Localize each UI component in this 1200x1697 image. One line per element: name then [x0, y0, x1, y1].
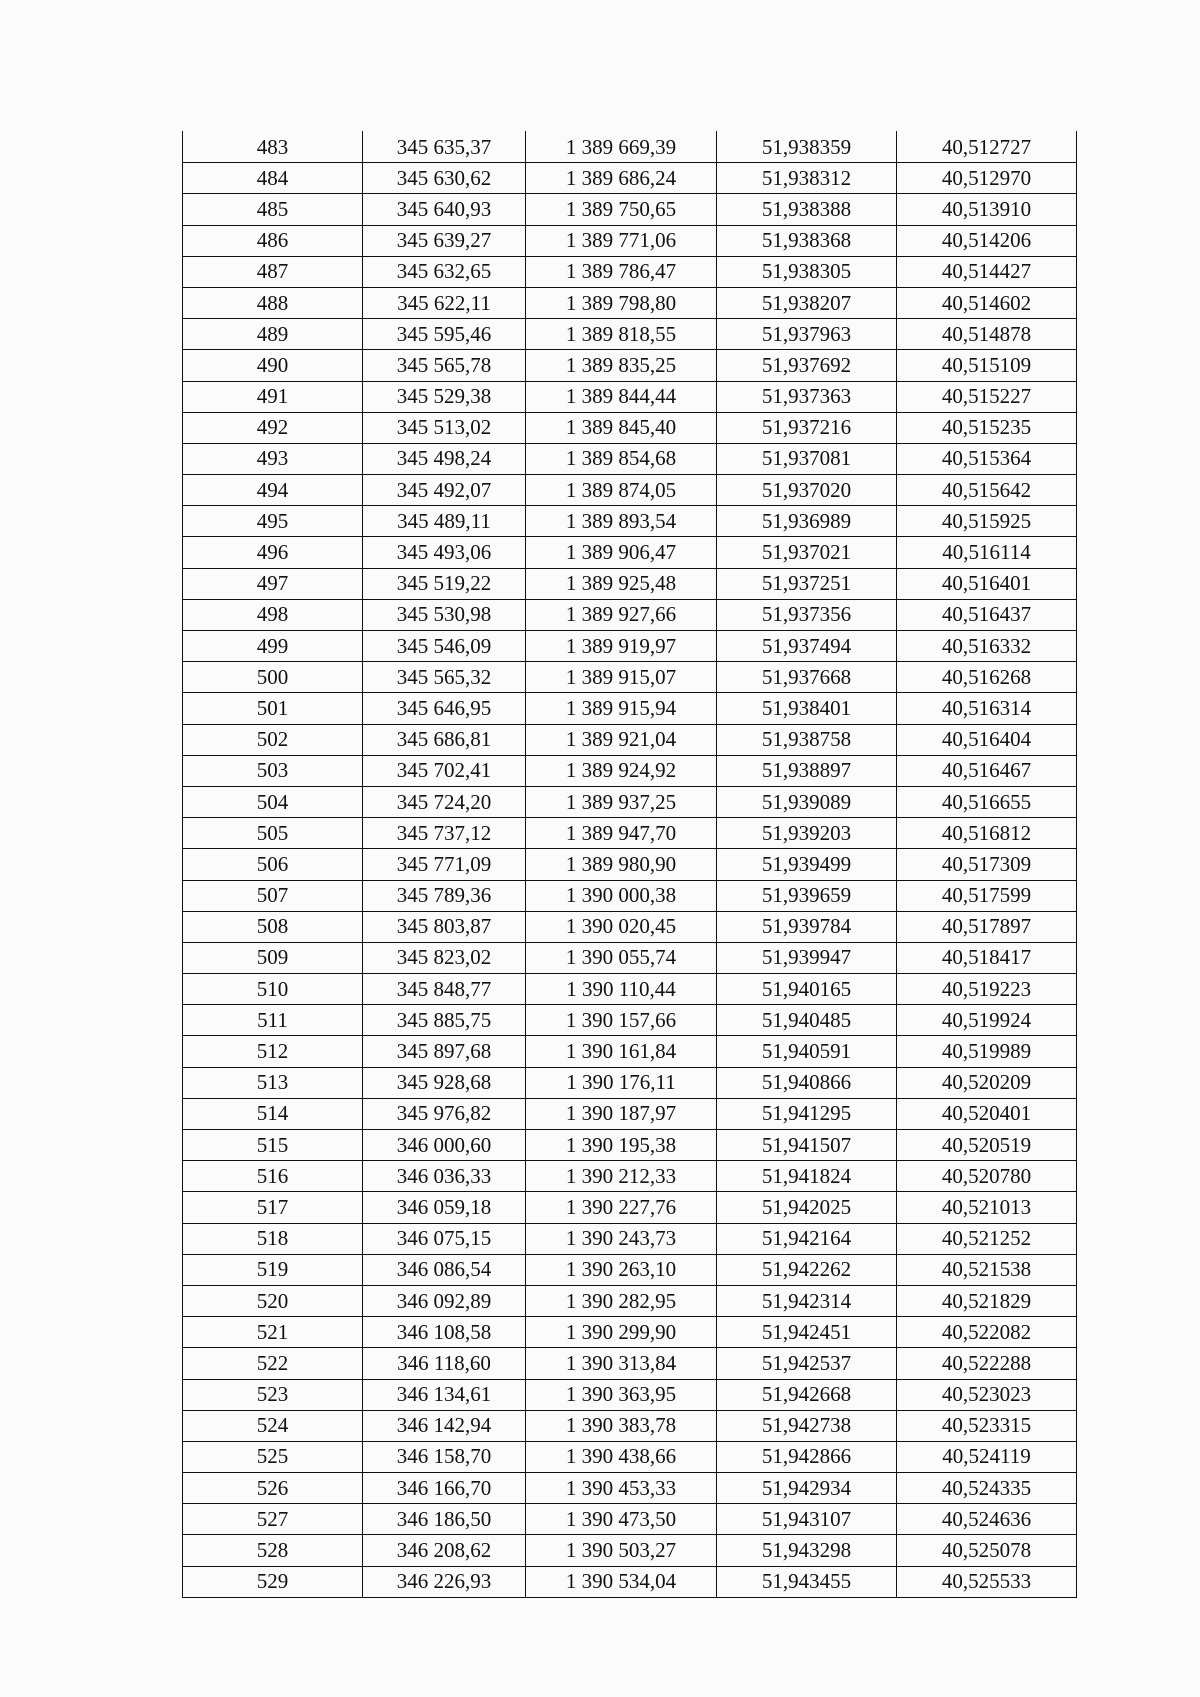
longitude-cell: 40,521829	[897, 1285, 1077, 1316]
latitude-cell: 51,939499	[717, 849, 897, 880]
y-coordinate-cell: 1 390 534,04	[526, 1566, 717, 1597]
x-coordinate-cell: 345 823,02	[363, 942, 526, 973]
longitude-cell: 40,519924	[897, 1005, 1077, 1036]
latitude-cell: 51,942025	[717, 1192, 897, 1223]
latitude-cell: 51,943107	[717, 1504, 897, 1535]
x-coordinate-cell: 345 724,20	[363, 786, 526, 817]
longitude-cell: 40,516332	[897, 631, 1077, 662]
longitude-cell: 40,515925	[897, 506, 1077, 537]
point-number-cell: 500	[183, 662, 363, 693]
y-coordinate-cell: 1 389 906,47	[526, 537, 717, 568]
latitude-cell: 51,939784	[717, 911, 897, 942]
y-coordinate-cell: 1 389 844,44	[526, 381, 717, 412]
latitude-cell: 51,936989	[717, 506, 897, 537]
longitude-cell: 40,520209	[897, 1067, 1077, 1098]
longitude-cell: 40,517897	[897, 911, 1077, 942]
point-number-cell: 514	[183, 1098, 363, 1129]
latitude-cell: 51,937363	[717, 381, 897, 412]
table-row	[183, 1535, 1077, 1566]
longitude-cell: 40,516268	[897, 662, 1077, 693]
table-row	[183, 1317, 1077, 1348]
y-coordinate-cell: 1 389 915,94	[526, 693, 717, 724]
longitude-cell: 40,517309	[897, 849, 1077, 880]
y-coordinate-cell: 1 389 980,90	[526, 849, 717, 880]
point-number-cell: 509	[183, 942, 363, 973]
point-number-cell: 512	[183, 1036, 363, 1067]
x-coordinate-cell: 346 166,70	[363, 1473, 526, 1504]
point-number-cell: 503	[183, 755, 363, 786]
table-row	[183, 1161, 1077, 1192]
table-row	[183, 1098, 1077, 1129]
table-row	[183, 568, 1077, 599]
x-coordinate-cell: 345 702,41	[363, 755, 526, 786]
point-number-cell: 511	[183, 1005, 363, 1036]
latitude-cell: 51,940591	[717, 1036, 897, 1067]
table-row	[183, 974, 1077, 1005]
x-coordinate-cell: 346 134,61	[363, 1379, 526, 1410]
table-row	[183, 194, 1077, 225]
latitude-cell: 51,942866	[717, 1441, 897, 1472]
x-coordinate-cell: 345 489,11	[363, 506, 526, 537]
x-coordinate-cell: 346 086,54	[363, 1254, 526, 1285]
latitude-cell: 51,938758	[717, 724, 897, 755]
longitude-cell: 40,515227	[897, 381, 1077, 412]
latitude-cell: 51,942262	[717, 1254, 897, 1285]
point-number-cell: 493	[183, 443, 363, 474]
x-coordinate-cell: 346 158,70	[363, 1441, 526, 1472]
y-coordinate-cell: 1 390 161,84	[526, 1036, 717, 1067]
x-coordinate-cell: 345 565,78	[363, 350, 526, 381]
x-coordinate-cell: 345 498,24	[363, 443, 526, 474]
point-number-cell: 494	[183, 475, 363, 506]
x-coordinate-cell: 345 686,81	[363, 724, 526, 755]
longitude-cell: 40,513910	[897, 194, 1077, 225]
point-number-cell: 502	[183, 724, 363, 755]
latitude-cell: 51,938401	[717, 693, 897, 724]
latitude-cell: 51,937021	[717, 537, 897, 568]
latitude-cell: 51,940165	[717, 974, 897, 1005]
coordinate-table	[182, 131, 1077, 1598]
x-coordinate-cell: 345 789,36	[363, 880, 526, 911]
y-coordinate-cell: 1 390 299,90	[526, 1317, 717, 1348]
y-coordinate-cell: 1 390 363,95	[526, 1379, 717, 1410]
latitude-cell: 51,939203	[717, 818, 897, 849]
table-row	[183, 225, 1077, 256]
longitude-cell: 40,522288	[897, 1348, 1077, 1379]
point-number-cell: 488	[183, 287, 363, 318]
x-coordinate-cell: 346 142,94	[363, 1410, 526, 1441]
y-coordinate-cell: 1 389 924,92	[526, 755, 717, 786]
y-coordinate-cell: 1 390 020,45	[526, 911, 717, 942]
y-coordinate-cell: 1 389 915,07	[526, 662, 717, 693]
point-number-cell: 491	[183, 381, 363, 412]
latitude-cell: 51,938388	[717, 194, 897, 225]
table-row	[183, 381, 1077, 412]
longitude-cell: 40,521538	[897, 1254, 1077, 1285]
longitude-cell: 40,525533	[897, 1566, 1077, 1597]
x-coordinate-cell: 346 092,89	[363, 1285, 526, 1316]
y-coordinate-cell: 1 389 686,24	[526, 163, 717, 194]
x-coordinate-cell: 345 492,07	[363, 475, 526, 506]
y-coordinate-cell: 1 389 854,68	[526, 443, 717, 474]
point-number-cell: 513	[183, 1067, 363, 1098]
longitude-cell: 40,520519	[897, 1130, 1077, 1161]
point-number-cell: 519	[183, 1254, 363, 1285]
point-number-cell: 507	[183, 880, 363, 911]
y-coordinate-cell: 1 389 921,04	[526, 724, 717, 755]
latitude-cell: 51,938359	[717, 132, 897, 163]
x-coordinate-cell: 345 595,46	[363, 319, 526, 350]
table-row	[183, 1348, 1077, 1379]
x-coordinate-cell: 345 737,12	[363, 818, 526, 849]
point-number-cell: 517	[183, 1192, 363, 1223]
table-row	[183, 599, 1077, 630]
point-number-cell: 515	[183, 1130, 363, 1161]
y-coordinate-cell: 1 389 845,40	[526, 412, 717, 443]
x-coordinate-cell: 345 630,62	[363, 163, 526, 194]
y-coordinate-cell: 1 389 750,65	[526, 194, 717, 225]
latitude-cell: 51,939659	[717, 880, 897, 911]
latitude-cell: 51,941295	[717, 1098, 897, 1129]
y-coordinate-cell: 1 389 937,25	[526, 786, 717, 817]
x-coordinate-cell: 346 059,18	[363, 1192, 526, 1223]
point-number-cell: 505	[183, 818, 363, 849]
longitude-cell: 40,516655	[897, 786, 1077, 817]
latitude-cell: 51,937356	[717, 599, 897, 630]
latitude-cell: 51,942668	[717, 1379, 897, 1410]
longitude-cell: 40,516114	[897, 537, 1077, 568]
point-number-cell: 501	[183, 693, 363, 724]
y-coordinate-cell: 1 390 187,97	[526, 1098, 717, 1129]
table-row	[183, 412, 1077, 443]
x-coordinate-cell: 345 976,82	[363, 1098, 526, 1129]
x-coordinate-cell: 346 036,33	[363, 1161, 526, 1192]
point-number-cell: 523	[183, 1379, 363, 1410]
point-number-cell: 496	[183, 537, 363, 568]
table-row	[183, 755, 1077, 786]
y-coordinate-cell: 1 390 313,84	[526, 1348, 717, 1379]
longitude-cell: 40,516812	[897, 818, 1077, 849]
table-row	[183, 786, 1077, 817]
latitude-cell: 51,937251	[717, 568, 897, 599]
longitude-cell: 40,521013	[897, 1192, 1077, 1223]
x-coordinate-cell: 345 565,32	[363, 662, 526, 693]
y-coordinate-cell: 1 390 227,76	[526, 1192, 717, 1223]
table-row	[183, 942, 1077, 973]
x-coordinate-cell: 345 622,11	[363, 287, 526, 318]
y-coordinate-cell: 1 390 000,38	[526, 880, 717, 911]
longitude-cell: 40,523023	[897, 1379, 1077, 1410]
latitude-cell: 51,939947	[717, 942, 897, 973]
latitude-cell: 51,938305	[717, 256, 897, 287]
longitude-cell: 40,524636	[897, 1504, 1077, 1535]
x-coordinate-cell: 345 885,75	[363, 1005, 526, 1036]
longitude-cell: 40,524119	[897, 1441, 1077, 1472]
longitude-cell: 40,515642	[897, 475, 1077, 506]
table-row	[183, 1130, 1077, 1161]
table-row	[183, 1192, 1077, 1223]
point-number-cell: 524	[183, 1410, 363, 1441]
table-row	[183, 1285, 1077, 1316]
longitude-cell: 40,521252	[897, 1223, 1077, 1254]
longitude-cell: 40,512727	[897, 132, 1077, 163]
latitude-cell: 51,937216	[717, 412, 897, 443]
y-coordinate-cell: 1 389 835,25	[526, 350, 717, 381]
point-number-cell: 498	[183, 599, 363, 630]
y-coordinate-cell: 1 390 243,73	[526, 1223, 717, 1254]
table-row	[183, 631, 1077, 662]
longitude-cell: 40,516401	[897, 568, 1077, 599]
point-number-cell: 529	[183, 1566, 363, 1597]
latitude-cell: 51,937020	[717, 475, 897, 506]
y-coordinate-cell: 1 389 771,06	[526, 225, 717, 256]
point-number-cell: 489	[183, 319, 363, 350]
point-number-cell: 522	[183, 1348, 363, 1379]
point-number-cell: 486	[183, 225, 363, 256]
longitude-cell: 40,515109	[897, 350, 1077, 381]
y-coordinate-cell: 1 389 925,48	[526, 568, 717, 599]
longitude-cell: 40,518417	[897, 942, 1077, 973]
latitude-cell: 51,941507	[717, 1130, 897, 1161]
point-number-cell: 504	[183, 786, 363, 817]
longitude-cell: 40,520401	[897, 1098, 1077, 1129]
y-coordinate-cell: 1 390 195,38	[526, 1130, 717, 1161]
x-coordinate-cell: 345 928,68	[363, 1067, 526, 1098]
point-number-cell: 499	[183, 631, 363, 662]
longitude-cell: 40,516314	[897, 693, 1077, 724]
x-coordinate-cell: 346 186,50	[363, 1504, 526, 1535]
y-coordinate-cell: 1 390 212,33	[526, 1161, 717, 1192]
y-coordinate-cell: 1 390 282,95	[526, 1285, 717, 1316]
y-coordinate-cell: 1 390 473,50	[526, 1504, 717, 1535]
longitude-cell: 40,514878	[897, 319, 1077, 350]
x-coordinate-cell: 345 632,65	[363, 256, 526, 287]
latitude-cell: 51,938207	[717, 287, 897, 318]
latitude-cell: 51,943455	[717, 1566, 897, 1597]
point-number-cell: 525	[183, 1441, 363, 1472]
latitude-cell: 51,937081	[717, 443, 897, 474]
y-coordinate-cell: 1 389 798,80	[526, 287, 717, 318]
table-row	[183, 350, 1077, 381]
latitude-cell: 51,937692	[717, 350, 897, 381]
x-coordinate-cell: 345 546,09	[363, 631, 526, 662]
table-row	[183, 818, 1077, 849]
table-row	[183, 163, 1077, 194]
table-row	[183, 1441, 1077, 1472]
table-row	[183, 132, 1077, 163]
point-number-cell: 490	[183, 350, 363, 381]
latitude-cell: 51,937668	[717, 662, 897, 693]
latitude-cell: 51,939089	[717, 786, 897, 817]
longitude-cell: 40,515235	[897, 412, 1077, 443]
point-number-cell: 521	[183, 1317, 363, 1348]
x-coordinate-cell: 345 897,68	[363, 1036, 526, 1067]
point-number-cell: 527	[183, 1504, 363, 1535]
latitude-cell: 51,943298	[717, 1535, 897, 1566]
longitude-cell: 40,514206	[897, 225, 1077, 256]
y-coordinate-cell: 1 390 055,74	[526, 942, 717, 973]
x-coordinate-cell: 345 848,77	[363, 974, 526, 1005]
x-coordinate-cell: 345 803,87	[363, 911, 526, 942]
y-coordinate-cell: 1 389 919,97	[526, 631, 717, 662]
point-number-cell: 483	[183, 132, 363, 163]
point-number-cell: 520	[183, 1285, 363, 1316]
x-coordinate-cell: 346 075,15	[363, 1223, 526, 1254]
x-coordinate-cell: 346 208,62	[363, 1535, 526, 1566]
table-row	[183, 1410, 1077, 1441]
table-row	[183, 287, 1077, 318]
longitude-cell: 40,519989	[897, 1036, 1077, 1067]
y-coordinate-cell: 1 389 786,47	[526, 256, 717, 287]
longitude-cell: 40,516404	[897, 724, 1077, 755]
longitude-cell: 40,522082	[897, 1317, 1077, 1348]
longitude-cell: 40,516437	[897, 599, 1077, 630]
y-coordinate-cell: 1 389 874,05	[526, 475, 717, 506]
point-number-cell: 485	[183, 194, 363, 225]
point-number-cell: 497	[183, 568, 363, 599]
y-coordinate-cell: 1 389 893,54	[526, 506, 717, 537]
point-number-cell: 518	[183, 1223, 363, 1254]
x-coordinate-cell: 345 513,02	[363, 412, 526, 443]
latitude-cell: 51,942164	[717, 1223, 897, 1254]
table-row	[183, 1504, 1077, 1535]
table-row	[183, 693, 1077, 724]
x-coordinate-cell: 346 118,60	[363, 1348, 526, 1379]
x-coordinate-cell: 346 108,58	[363, 1317, 526, 1348]
table-row	[183, 1005, 1077, 1036]
table-row	[183, 1223, 1077, 1254]
x-coordinate-cell: 346 000,60	[363, 1130, 526, 1161]
x-coordinate-cell: 345 519,22	[363, 568, 526, 599]
x-coordinate-cell: 345 771,09	[363, 849, 526, 880]
longitude-cell: 40,515364	[897, 443, 1077, 474]
latitude-cell: 51,937963	[717, 319, 897, 350]
point-number-cell: 526	[183, 1473, 363, 1504]
longitude-cell: 40,525078	[897, 1535, 1077, 1566]
x-coordinate-cell: 345 530,98	[363, 599, 526, 630]
x-coordinate-cell: 345 493,06	[363, 537, 526, 568]
longitude-cell: 40,512970	[897, 163, 1077, 194]
table-row	[183, 1566, 1077, 1597]
y-coordinate-cell: 1 390 383,78	[526, 1410, 717, 1441]
table-row	[183, 1067, 1077, 1098]
table-row	[183, 1254, 1077, 1285]
longitude-cell: 40,520780	[897, 1161, 1077, 1192]
y-coordinate-cell: 1 389 947,70	[526, 818, 717, 849]
latitude-cell: 51,942451	[717, 1317, 897, 1348]
table-row	[183, 849, 1077, 880]
y-coordinate-cell: 1 389 669,39	[526, 132, 717, 163]
table-row	[183, 1379, 1077, 1410]
x-coordinate-cell: 345 639,27	[363, 225, 526, 256]
point-number-cell: 484	[183, 163, 363, 194]
latitude-cell: 51,938312	[717, 163, 897, 194]
x-coordinate-cell: 345 635,37	[363, 132, 526, 163]
longitude-cell: 40,517599	[897, 880, 1077, 911]
longitude-cell: 40,524335	[897, 1473, 1077, 1504]
longitude-cell: 40,516467	[897, 755, 1077, 786]
table-row	[183, 1036, 1077, 1067]
y-coordinate-cell: 1 390 110,44	[526, 974, 717, 1005]
latitude-cell: 51,942934	[717, 1473, 897, 1504]
table-row	[183, 1473, 1077, 1504]
latitude-cell: 51,940866	[717, 1067, 897, 1098]
point-number-cell: 495	[183, 506, 363, 537]
x-coordinate-cell: 345 646,95	[363, 693, 526, 724]
longitude-cell: 40,519223	[897, 974, 1077, 1005]
point-number-cell: 516	[183, 1161, 363, 1192]
point-number-cell: 508	[183, 911, 363, 942]
x-coordinate-cell: 345 529,38	[363, 381, 526, 412]
x-coordinate-cell: 346 226,93	[363, 1566, 526, 1597]
table-row	[183, 537, 1077, 568]
latitude-cell: 51,942537	[717, 1348, 897, 1379]
table-row	[183, 911, 1077, 942]
longitude-cell: 40,523315	[897, 1410, 1077, 1441]
y-coordinate-cell: 1 390 453,33	[526, 1473, 717, 1504]
x-coordinate-cell: 345 640,93	[363, 194, 526, 225]
table-row	[183, 662, 1077, 693]
y-coordinate-cell: 1 390 176,11	[526, 1067, 717, 1098]
y-coordinate-cell: 1 390 157,66	[526, 1005, 717, 1036]
y-coordinate-cell: 1 389 927,66	[526, 599, 717, 630]
point-number-cell: 487	[183, 256, 363, 287]
table-row	[183, 506, 1077, 537]
coordinate-table-body	[183, 132, 1077, 1598]
table-row	[183, 475, 1077, 506]
y-coordinate-cell: 1 389 818,55	[526, 319, 717, 350]
point-number-cell: 492	[183, 412, 363, 443]
table-row	[183, 724, 1077, 755]
latitude-cell: 51,938897	[717, 755, 897, 786]
latitude-cell: 51,940485	[717, 1005, 897, 1036]
point-number-cell: 510	[183, 974, 363, 1005]
latitude-cell: 51,942738	[717, 1410, 897, 1441]
y-coordinate-cell: 1 390 503,27	[526, 1535, 717, 1566]
table-row	[183, 319, 1077, 350]
y-coordinate-cell: 1 390 438,66	[526, 1441, 717, 1472]
table-row	[183, 443, 1077, 474]
point-number-cell: 528	[183, 1535, 363, 1566]
latitude-cell: 51,937494	[717, 631, 897, 662]
latitude-cell: 51,938368	[717, 225, 897, 256]
longitude-cell: 40,514602	[897, 287, 1077, 318]
table-row	[183, 880, 1077, 911]
latitude-cell: 51,941824	[717, 1161, 897, 1192]
longitude-cell: 40,514427	[897, 256, 1077, 287]
table-row	[183, 256, 1077, 287]
y-coordinate-cell: 1 390 263,10	[526, 1254, 717, 1285]
point-number-cell: 506	[183, 849, 363, 880]
latitude-cell: 51,942314	[717, 1285, 897, 1316]
